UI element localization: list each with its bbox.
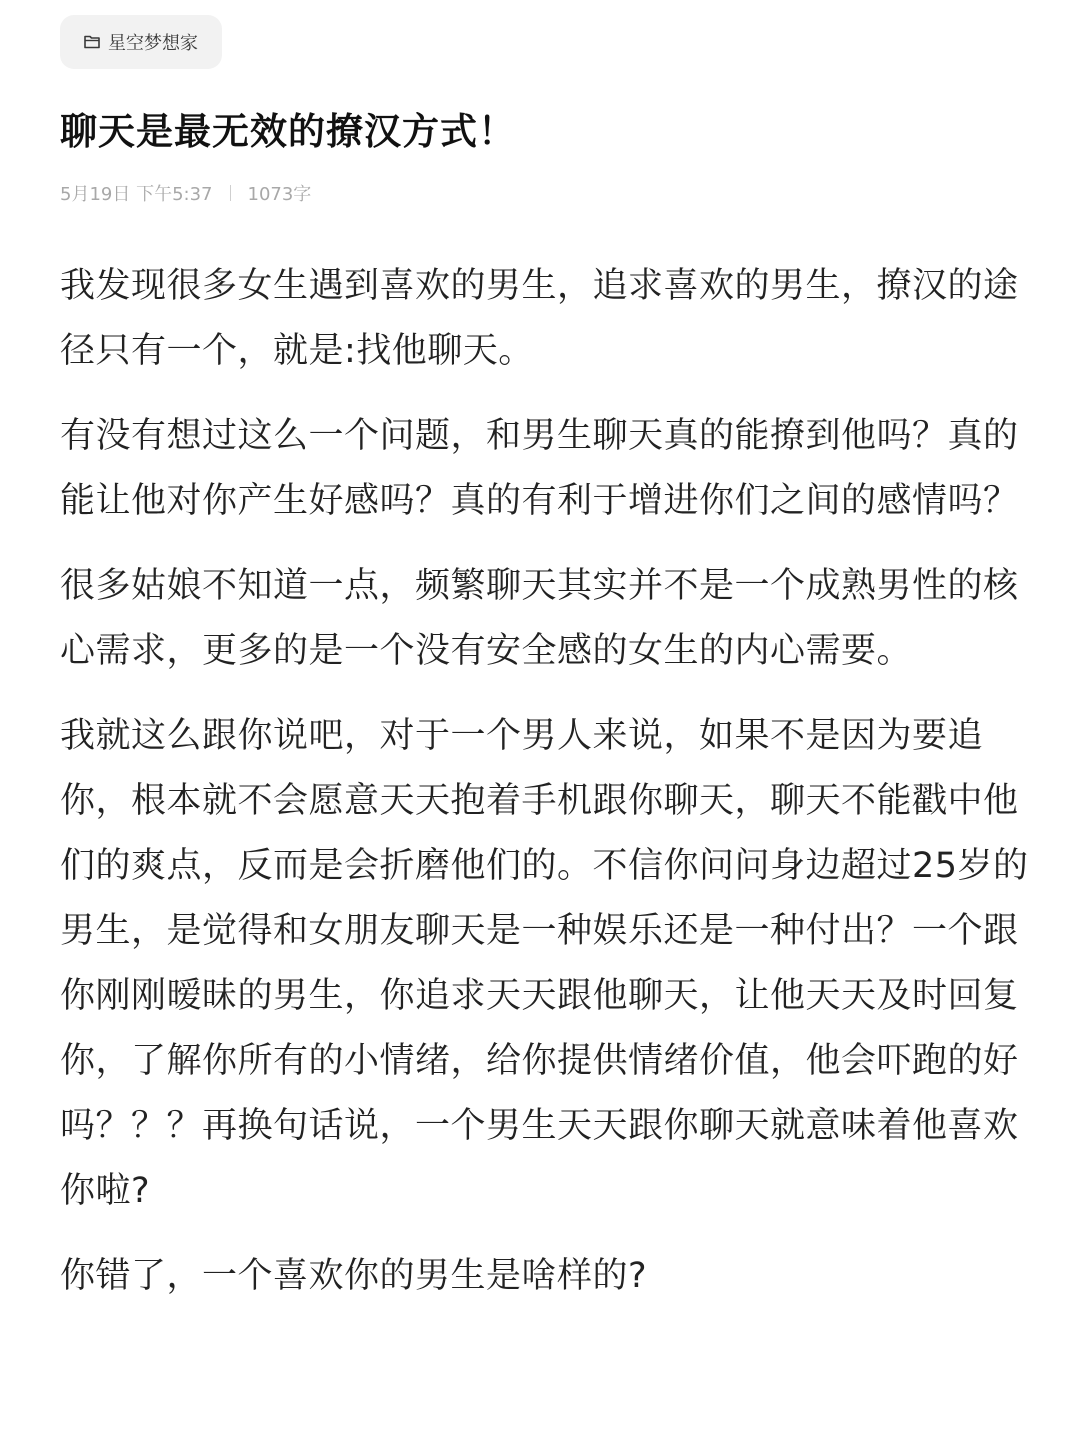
notebook-icon	[82, 32, 102, 52]
word-count: 1073字	[247, 184, 312, 205]
paragraph: 很多姑娘不知道一点，频繁聊天其实并不是一个成熟男性的核心需求，更多的是一个没有安全感的女生的内心需要。	[60, 566, 1019, 671]
notebook-name: 星空梦想家	[108, 33, 198, 54]
note-meta	[60, 180, 1050, 206]
notebook-tag[interactable]	[60, 15, 222, 69]
paragraph: 有没有想过这么一个问题，和男生聊天真的能撩到他吗？真的能让他对你产生好感吗？真的有利于增进你们之间的感情吗？	[60, 416, 1019, 521]
meta-divider	[230, 185, 231, 201]
note-datetime: 5月19日 下午5:37	[60, 184, 213, 205]
paragraph: 你错了，一个喜欢你的男生是啥样的?	[60, 1256, 648, 1296]
paragraph: 我就这么跟你说吧，对于一个男人来说，如果不是因为要追你，根本就不会愿意天天抱着手机跟你聊天，聊天不能戳中他们的爽点，反而是会折磨他们的。不信你问问身边超过25岁的男生，是觉得和女朋友聊天是一种娱乐还是一种付出？一个跟你刚刚暧昧的男生，你追求天天跟他聊天，让他天天及时回复你，了解你所有的小情绪，给你提供情绪价值，他会吓跑的好吗？？？再换句话说，一个男生天天跟你聊天就意味着他喜欢你啦?	[60, 716, 1029, 1211]
page-title: 聊天是最无效的撩汉方式！	[60, 110, 516, 153]
note-body[interactable]	[60, 254, 1050, 1309]
note-page	[60, 15, 1050, 1329]
paragraph: 我发现很多女生遇到喜欢的男生，追求喜欢的男生，撩汉的途径只有一个，就是:找他聊天。	[60, 266, 1019, 371]
